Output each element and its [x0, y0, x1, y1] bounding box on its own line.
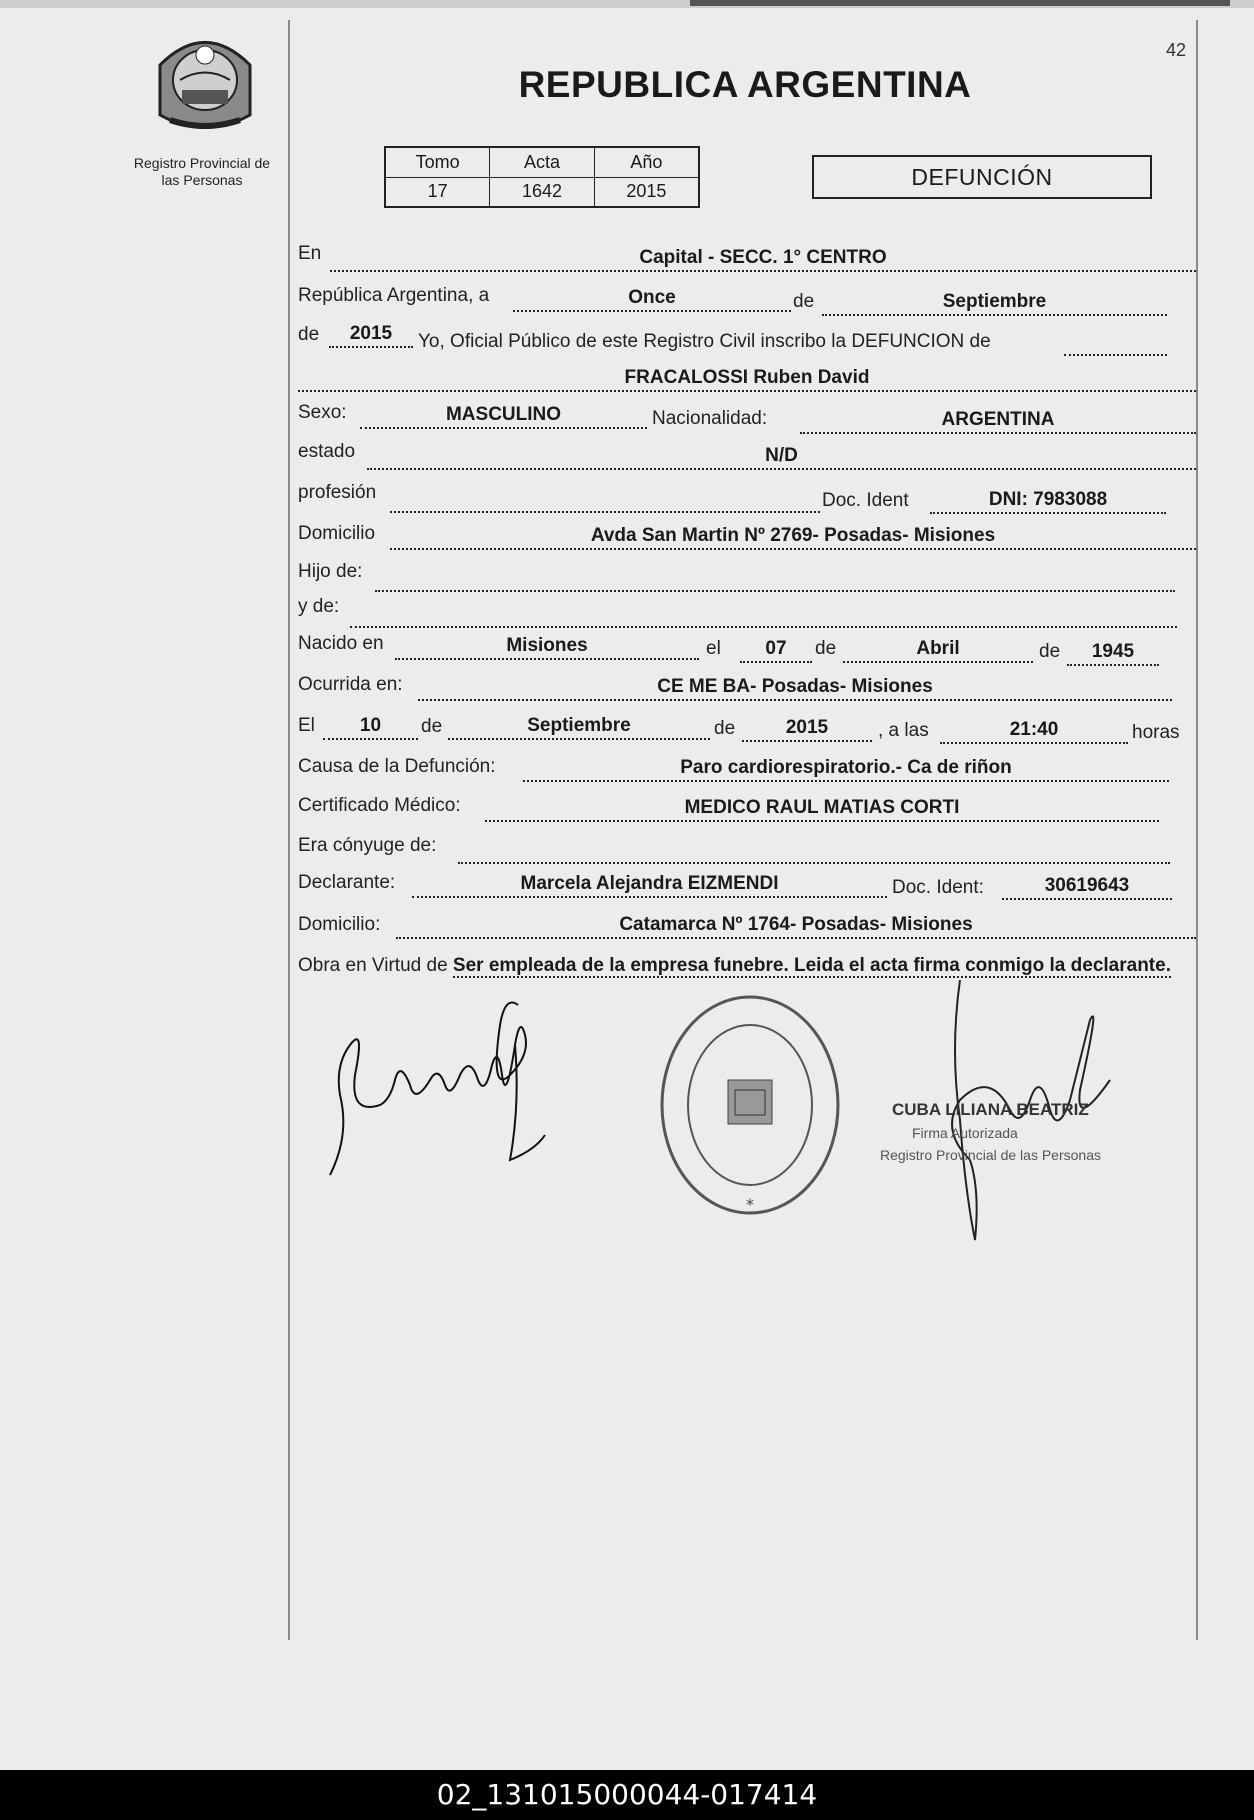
field-declarante-domicilio: Catamarca Nº 1764- Posadas- Misiones	[396, 913, 1196, 939]
registry-org-name	[112, 155, 292, 189]
label-conyuge: Era cónyuge de:	[298, 835, 437, 856]
label-domicilio-2: Domicilio:	[298, 914, 381, 935]
registry-value-row	[385, 177, 699, 207]
document-id-footer: 02_131015000044-017414	[0, 1770, 1254, 1820]
field-sexo: MASCULINO	[360, 403, 647, 429]
label-de-3: de	[815, 638, 837, 659]
field-anio: 2015	[329, 322, 413, 348]
label-profesion: profesión	[298, 482, 377, 503]
label-hijo-de: Hijo de:	[298, 561, 363, 582]
field-nacido-en: Misiones	[395, 634, 699, 660]
field-doc: DNI: 7983088	[930, 488, 1166, 514]
officer-role: Firma Autorizada	[912, 1125, 1018, 1141]
label-el: el	[706, 638, 721, 659]
field-domicilio: Avda San Martin Nº 2769- Posadas- Misiones	[390, 524, 1196, 550]
field-causa: Paro cardiorespiratorio.- Ca de riñon	[523, 756, 1169, 782]
label-a-las: , a las	[878, 720, 929, 741]
field-dia: Once	[513, 286, 791, 312]
field-profesion	[390, 487, 820, 513]
field-certificado: MEDICO RAUL MATIAS CORTI	[485, 796, 1159, 822]
label-sexo: Sexo:	[298, 402, 347, 423]
tomo-value: 17	[385, 177, 490, 207]
anio-value: 2015	[594, 177, 699, 207]
field-lugar: Capital - SECC. 1° CENTRO	[330, 246, 1196, 272]
left-margin-line	[288, 20, 290, 1640]
label-declarante: Declarante:	[298, 872, 396, 893]
label-y-de: y de:	[298, 596, 340, 617]
org-line-2: las Personas	[161, 172, 243, 188]
field-y-de	[350, 602, 1177, 628]
field-obra: Ser empleada de la empresa funebre. Leida el acta firma conmigo la declarante.	[452, 955, 1171, 976]
label-de-1: de	[793, 291, 815, 312]
field-estado: N/D	[367, 444, 1196, 470]
field-mes: Septiembre	[822, 290, 1167, 316]
declarant-signature	[320, 985, 550, 1185]
field-conyuge	[458, 838, 1170, 864]
field-nac-mes: Abril	[843, 637, 1033, 663]
record-type-box: DEFUNCIÓN	[812, 155, 1152, 199]
field-def-dia: 10	[323, 714, 418, 740]
officer-name: CUBA LILIANA BEATRIZ	[892, 1100, 1089, 1119]
right-margin-line	[1196, 20, 1198, 1640]
top-dark-strip	[690, 0, 1230, 6]
label-doc-ident-2: Doc. Ident:	[892, 877, 984, 898]
registry-table	[384, 146, 700, 208]
label-obra: Obra en Virtud de	[298, 955, 448, 976]
field-blank-a	[1064, 330, 1167, 356]
label-horas: horas	[1132, 722, 1180, 743]
label-de-2: de	[298, 324, 320, 345]
label-nacionalidad: Nacionalidad:	[652, 408, 768, 429]
field-nombre: FRACALOSSI Ruben David	[298, 366, 1196, 392]
field-nac-dia: 07	[740, 637, 812, 663]
label-estado: estado	[298, 441, 356, 462]
field-declarante-doc: 30619643	[1002, 874, 1172, 900]
field-hijo-de	[375, 566, 1175, 592]
field-nacionalidad: ARGENTINA	[800, 408, 1196, 434]
officer-org: Registro Provincial de las Personas	[880, 1147, 1101, 1163]
svg-text:*: *	[746, 1195, 754, 1214]
field-def-anio: 2015	[742, 716, 872, 742]
label-nacido-en: Nacido en	[298, 633, 384, 654]
label-de-6: de	[714, 718, 736, 739]
field-ocurrida-en: CE ME BA- Posadas- Misiones	[418, 675, 1172, 701]
acta-value: 1642	[490, 177, 595, 207]
label-en: En	[298, 243, 322, 264]
page-number: 42	[1166, 40, 1187, 60]
anio-header: Año	[594, 147, 699, 177]
label-certificado: Certificado Médico:	[298, 795, 461, 816]
label-doc-ident: Doc. Ident	[822, 490, 909, 511]
field-hora: 21:40	[940, 718, 1128, 744]
org-line-1: Registro Provincial de	[133, 155, 271, 171]
official-round-stamp	[655, 990, 845, 1220]
label-domicilio: Domicilio	[298, 523, 376, 544]
province-seal	[140, 20, 270, 140]
label-yo-oficial: Yo, Oficial Público de este Registro Civil inscribo la DEFUNCION de	[418, 331, 991, 352]
label-republica: República Argentina, a	[298, 285, 490, 306]
label-de-5: de	[421, 716, 443, 737]
registry-header-row	[385, 147, 699, 177]
field-declarante: Marcela Alejandra EIZMENDI	[412, 872, 887, 898]
label-de-4: de	[1039, 641, 1061, 662]
label-ocurrida-en: Ocurrida en:	[298, 674, 403, 695]
acta-header: Acta	[490, 147, 595, 177]
tomo-header: Tomo	[385, 147, 490, 177]
label-causa: Causa de la Defunción:	[298, 756, 496, 777]
field-def-mes: Septiembre	[448, 714, 710, 740]
field-nac-anio: 1945	[1067, 640, 1159, 666]
document-title: REPUBLICA ARGENTINA	[518, 64, 972, 105]
label-el-cap: El	[298, 715, 315, 736]
